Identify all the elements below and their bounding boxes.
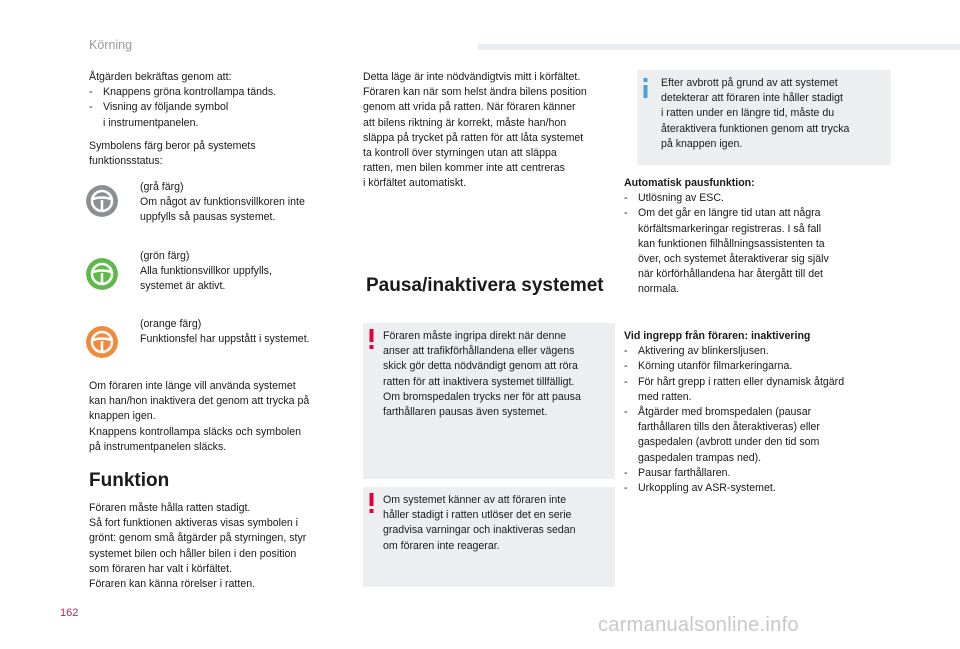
auto-pause-section bbox=[624, 176, 894, 298]
list-item: - Urkoppling av ASR-systemet. bbox=[624, 482, 776, 495]
state-row-green bbox=[86, 258, 118, 295]
column-2-intro: Detta läge är inte nödvändigtvis mitt i körfältet. Föraren kan när som helst ändra bilens position genom att vrida på ratten. När föraren känner att bilens riktning är korrekt, måste han/hon släppa på trycket på ratten för att låta systemet ta kontroll över styrningen utan att släppa ratten, men bilen kommer inte att centreras i körfältet automatiskt. bbox=[363, 71, 587, 190]
state-row-grey bbox=[86, 185, 118, 222]
symbol-note: Symbolens färg beror på systemets funktionsstatus: bbox=[89, 139, 256, 168]
deactivate-text: Om föraren inte länge vill använda systemet kan han/hon inaktivera det genom att trycka på knappen igen. Knappens kontrollampa släcks och symbolen på instrumentpanelen släcks. bbox=[89, 380, 310, 453]
watermark: carmanualsonline.info bbox=[598, 614, 799, 636]
list-item: - Knappens gröna kontrollampa tänds. bbox=[89, 86, 277, 99]
list-item: - Pausar farthållaren. bbox=[624, 466, 731, 479]
warning-2-text: Om systemet känner av att föraren inte håller stadigt i ratten utlöser det en serie gradvisa varningar och inaktiveras sedan om föraren inte reagerar. bbox=[383, 494, 576, 552]
column-1-intro bbox=[89, 70, 349, 169]
steering-wheel-orange-icon bbox=[86, 326, 118, 358]
list-item: - Visning av följande symbol i instrumentpanelen. bbox=[89, 101, 229, 129]
warning-box-2 bbox=[363, 487, 615, 587]
info-icon bbox=[643, 78, 648, 98]
list-item: - Körning utanför filmarkeringarna. bbox=[624, 360, 793, 373]
warning-1-text: Föraren måste ingripa direkt när denne anser att trafikförhållandena eller vägens skick gör detta nödvändigt genom att röra ratten för att inaktivera systemet tillfälligt. Om bromspedalen trycks ner för att pausa farthållaren pausas även systemet. bbox=[383, 330, 581, 419]
intro-text: Åtgärden bekräftas genom att: bbox=[89, 71, 232, 83]
funktion-text: Föraren måste hålla ratten stadigt. Så fort funktionen aktiveras visas symbolen i grönt: genom små åtgärder på styrningen, styr systemet bilen och håller bilen i den position som föraren har valt i körfältet. Föraren kan känna rörelser i ratten. bbox=[89, 502, 307, 591]
info-text: Efter avbrott på grund av att systemet detekterar att föraren inte håller stadigt i ratten under en längre tid, måste du återaktivera funktionen genom att trycka på knappen igen. bbox=[661, 77, 850, 150]
state-row-orange bbox=[86, 326, 118, 363]
state-grey-text: (grå färg) Om något av funktionsvillkoren inte uppfylls så pausas systemet. bbox=[140, 181, 305, 224]
steering-wheel-green-icon bbox=[86, 258, 118, 290]
state-orange-text: (orange färg) Funktionsfel har uppstått i systemet. bbox=[140, 318, 310, 346]
info-box bbox=[637, 70, 891, 165]
list-item: - Utlösning av ESC. bbox=[624, 192, 724, 205]
driver-intervention-section bbox=[624, 329, 894, 496]
list-item: - Åtgärder med bromspedalen (pausar farthållaren tills den återaktiveras) eller gaspedalen (avbrott under den tid som gaspedalen trampas ned). bbox=[624, 406, 820, 464]
auto-pause-heading: Automatisk pausfunktion: bbox=[624, 177, 755, 189]
list-item: - Aktivering av blinkersljusen. bbox=[624, 345, 769, 358]
funktion-heading: Funktion bbox=[89, 470, 170, 491]
warning-exclamation-icon bbox=[369, 329, 374, 349]
steering-wheel-grey-icon bbox=[86, 185, 118, 217]
pausa-heading: Pausa/inaktivera systemet bbox=[366, 275, 604, 296]
section-title: Körning bbox=[89, 38, 133, 52]
header-rule bbox=[478, 44, 960, 50]
list-item: - För hårt grepp i ratten eller dynamisk åtgärd med ratten. bbox=[624, 375, 845, 403]
warning-exclamation-icon bbox=[369, 493, 374, 513]
warning-box-1 bbox=[363, 323, 615, 479]
driver-intervention-heading: Vid ingrepp från föraren: inaktivering bbox=[624, 330, 811, 342]
list-item: - Om det går en längre tid utan att några körfältsmarkeringar registreras. I så fall kan funktionen filhållningsassistenten ta över, och systemet återaktiverar sig själv när körförhållandena har återgått till det normala. bbox=[624, 207, 829, 296]
page-number: 162 bbox=[60, 607, 79, 619]
state-green-text: (grön färg) Alla funktionsvillkor uppfylls, systemet är aktivt. bbox=[140, 250, 272, 293]
